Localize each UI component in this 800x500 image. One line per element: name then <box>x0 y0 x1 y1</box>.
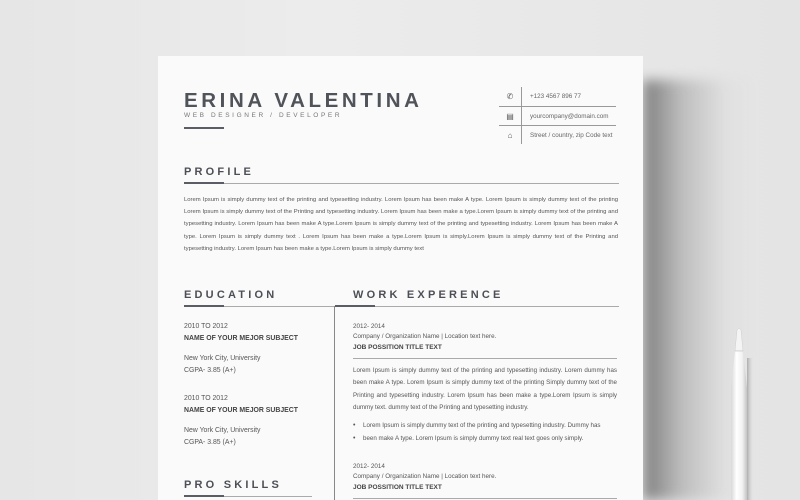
job-title: JOB POSSITION TITLE TEXT <box>353 344 442 351</box>
education-years: 2010 TO 2012 <box>184 323 228 330</box>
resume-subtitle: WEB DESIGNER / DEVELOPER <box>184 112 343 119</box>
contact-block <box>499 87 616 144</box>
education-school: New York City, University <box>184 427 261 434</box>
education-subject: NAME OF YOUR MEJOR SUBJECT <box>184 407 298 414</box>
contact-address <box>499 125 616 144</box>
job-company: Company / Organization Name | Location text here. <box>353 333 497 340</box>
contact-phone-text: +123 4567 896 77 <box>530 93 581 100</box>
phone-icon: ✆ <box>506 92 514 101</box>
email-icon: ▤ <box>506 111 514 121</box>
column-divider <box>334 306 335 500</box>
contact-email <box>499 106 616 125</box>
profile-rule <box>184 183 619 184</box>
job-bullet: • been make A type. Lorem Ipsum is simply dummy text real text goes only simply. <box>353 433 617 445</box>
profile-heading: PROFILE <box>184 166 255 178</box>
job-item <box>353 322 617 445</box>
job-rule <box>353 498 617 499</box>
education-years: 2010 TO 2012 <box>184 395 228 402</box>
education-subject: NAME OF YOUR MEJOR SUBJECT <box>184 335 298 342</box>
job-title: JOB POSSITION TITLE TEXT <box>353 484 442 491</box>
education-rule <box>184 306 334 307</box>
work-rule <box>335 306 619 307</box>
contact-address-text: Street / country, zip Code text <box>530 131 613 139</box>
job-company: Company / Organization Name | Location text here. <box>353 473 497 480</box>
education-heading: EDUCATION <box>184 289 278 301</box>
education-school: New York City, University <box>184 355 261 362</box>
education-cgpa: CGPA- 3.85 (A+) <box>184 367 236 374</box>
skills-heading: PRO SKILLS <box>184 479 283 491</box>
profile-text: Lorem Ipsum is simply dummy text of the printing and typesetting industry. Lorem Ipsum has been make A type. Lorem Ipsum is simply dummy text of the printing Lorem Ipsum is simply dummy text of the Printing and typesetting industry. Lorem Ipsum has been make a type.Lorem Ipsum is simply dummy text of the printing and typesetting industry. Lorem Ipsum has been make A type.Lorem Ipsum is simply dummy text of the printing and typesetting industry. Lorem Ipsum has been make A type. Lorem Ipsum is simply dummy text . Lorem Ipsum has been make a type.Lorem Ipsum is simply.Lorem Ipsum is simply dummy text of the Printing and typesetting industry. Lorem Ipsum has been make a type.Lorem Ipsum is simply dummy text <box>184 197 618 252</box>
education-item <box>184 321 298 377</box>
job-rule <box>353 358 617 359</box>
resume-page <box>158 56 643 500</box>
resume-name: ERINA VALENTINA <box>184 89 423 112</box>
job-item <box>353 462 617 499</box>
name-underline <box>184 127 224 129</box>
education-cgpa: CGPA- 3.85 (A+) <box>184 439 236 446</box>
stylus-pencil-icon <box>726 328 753 500</box>
job-bullets <box>353 420 617 445</box>
contact-email-text: yourcompany@domain.com <box>530 112 609 120</box>
skills-rule <box>184 496 312 497</box>
job-bullet: • Lorem Ipsum is simply dummy text of the printing and typesetting industry. Dummy has <box>353 420 617 432</box>
job-years: 2012- 2014 <box>353 463 385 470</box>
job-years: 2012- 2014 <box>353 323 385 330</box>
contact-phone <box>499 87 616 106</box>
home-icon: ⌂ <box>507 130 513 140</box>
education-item <box>184 393 298 449</box>
work-heading: WORK EXPERENCE <box>353 289 504 301</box>
job-description: Lorem Ipsum is simply dummy text of the printing and typesetting industry. Lorem dummy has been make A type. Lorem Ipsum is simply dummy text of the printing Simply dummy text of the Printing and typesetting industry. Lorem Ipsum has been make a type.Lorem Ipsum is simply dummy text. dummy text of the Printing and typesetting industry. <box>353 367 617 411</box>
